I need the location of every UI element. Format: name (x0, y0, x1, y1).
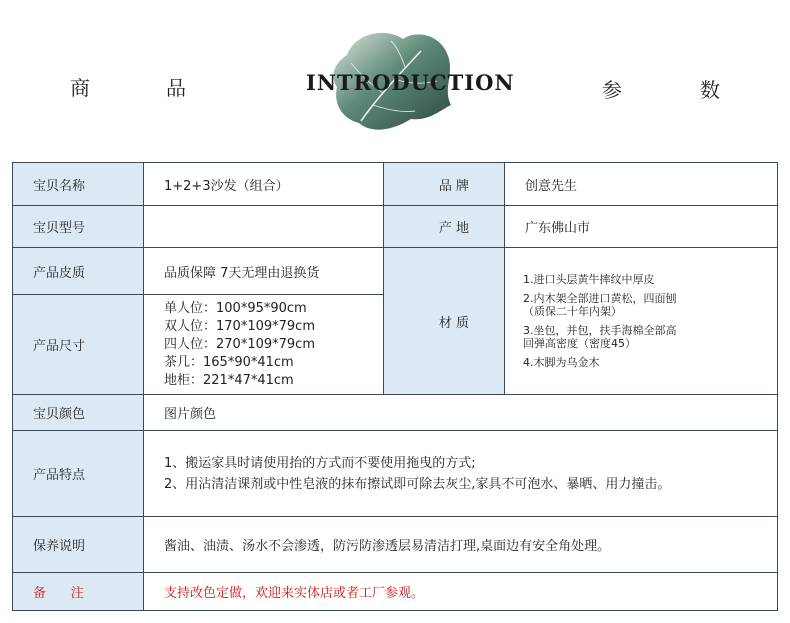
material-line: （质保二十年内架） (523, 305, 622, 318)
value-origin: 广东佛山市 (505, 206, 778, 248)
table-row (13, 206, 778, 248)
table-row (13, 517, 778, 573)
material-line: 回弹高密度（密度45） (523, 337, 636, 350)
size-line: 双人位：170*109*79cm (164, 318, 315, 334)
value-brand: 创意先生 (505, 163, 778, 206)
value-care: 酱油、油渍、汤水不会渗透，防污防渗透层易清洁打理,桌面边有安全角处理。 (144, 517, 778, 573)
label-model: 宝贝型号 (13, 206, 144, 248)
value-name: 1+2+3沙发（组合） (144, 163, 384, 206)
table-row (13, 395, 778, 431)
table-row (13, 248, 778, 295)
size-line: 单人位：100*95*90cm (164, 300, 307, 316)
header-char-3: 参 (602, 78, 622, 102)
material-line: 2.内木架全部进口黄松，四面刨 (523, 292, 677, 305)
table-row (13, 573, 778, 611)
feature-line: 1、搬运家具时请使用抬的方式而不要使用拖曳的方式; (164, 455, 476, 471)
label-brand: 品 牌 (384, 163, 505, 206)
label-name: 宝贝名称 (13, 163, 144, 206)
material-line: 3.坐包，并包，扶手海棉全部高 (523, 324, 677, 337)
size-line: 地柜：221*47*41cm (164, 372, 294, 388)
label-material: 材 质 (384, 248, 505, 395)
label-care: 保养说明 (13, 517, 144, 573)
value-leather: 品质保障 7天无理由退换货 (144, 248, 384, 295)
label-size: 产品尺寸 (13, 295, 144, 395)
size-line: 四人位：270*109*79cm (164, 336, 315, 352)
table-row (13, 431, 778, 517)
value-features (144, 431, 778, 517)
intro-title: INTRODUCTION (306, 70, 515, 95)
value-material (505, 248, 778, 395)
label-leather: 产品皮质 (13, 248, 144, 295)
label-origin: 产 地 (384, 206, 505, 248)
value-model (144, 206, 384, 248)
spec-table (12, 162, 778, 611)
material-line: 1.进口头层黄牛摔纹中厚皮 (523, 273, 655, 286)
label-color: 宝贝颜色 (13, 395, 144, 431)
label-features: 产品特点 (13, 431, 144, 517)
value-size (144, 295, 384, 395)
header-char-2: 品 (166, 76, 186, 100)
material-line: 4.木脚为乌金木 (523, 356, 600, 369)
header-char-1: 商 (70, 76, 90, 100)
value-note: 支持改色定做，欢迎来实体店或者工厂参观。 (144, 573, 778, 611)
size-line: 茶几：165*90*41cm (164, 354, 294, 370)
label-note: 备 注 (13, 573, 144, 611)
table-row (13, 163, 778, 206)
feature-line: 2、用沾清洁课剂或中性皂液的抹布擦试即可除去灰尘,家具不可泡水、暴晒、用力撞击。 (164, 476, 671, 492)
header-char-4: 数 (700, 78, 720, 102)
value-color: 图片颜色 (144, 395, 778, 431)
